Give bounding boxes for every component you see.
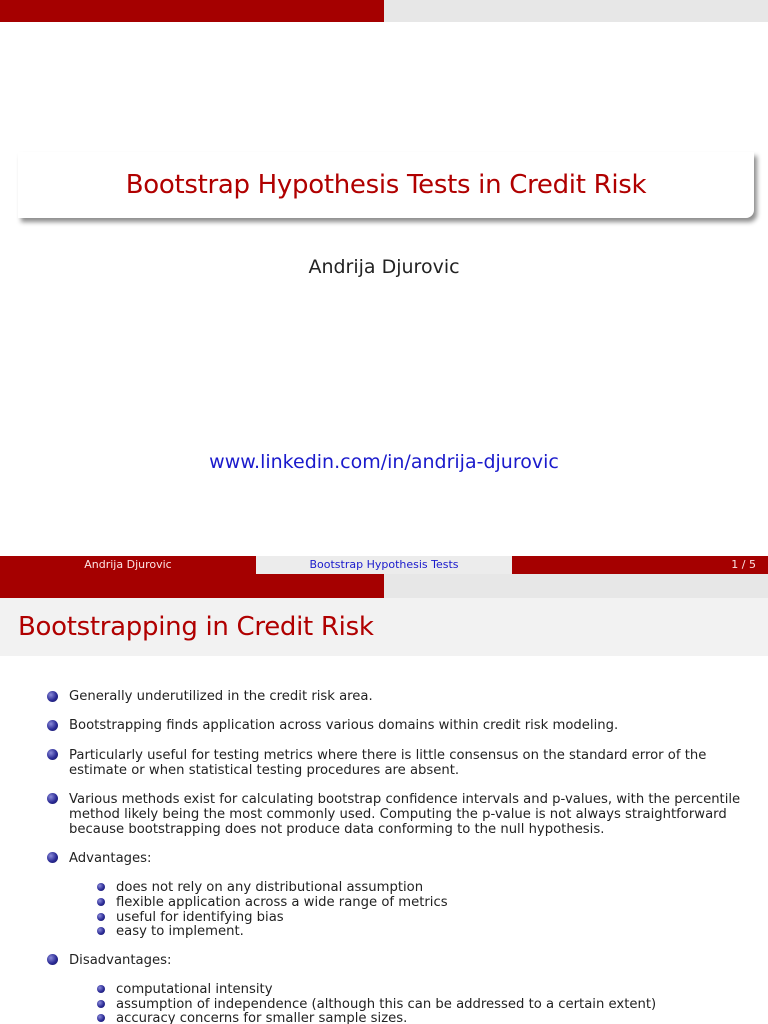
top-bar-gray-segment [384, 0, 768, 22]
sub-bullet-icon [97, 927, 105, 935]
author-name: Andrija Djurovic [308, 256, 460, 278]
sub-list-item: computational intensity [116, 982, 273, 997]
list-item: Generally underutilized in the credit risk area. [69, 689, 373, 704]
slide1-top-bar [0, 0, 768, 22]
list-item: Bootstrapping finds application across various domains within credit risk modeling. [69, 718, 619, 733]
frame-title: Bootstrapping in Credit Risk [18, 612, 374, 642]
list-item: Particularly useful for testing metrics where there is little consensus on the standard error of the estimate or when statistical testing procedures are absent. [69, 748, 707, 778]
linkedin-link[interactable]: www.linkedin.com/in/andrija-djurovic [209, 451, 559, 473]
sub-list-item: useful for identifying bias [116, 910, 284, 925]
footer-author: Andrija Djurovic [0, 556, 256, 574]
title-box [18, 152, 754, 218]
sub-list-item: easy to implement. [116, 924, 244, 939]
sub-bullet-icon [97, 985, 105, 993]
top-bar-red-segment [0, 0, 384, 22]
list-item-advantages: Advantages: [69, 851, 152, 866]
bullet-icon [47, 954, 58, 965]
sub-bullet-icon [97, 913, 105, 921]
sub-bullet-icon [97, 1000, 105, 1008]
footer-short-title[interactable]: Bootstrap Hypothesis Tests [256, 556, 512, 574]
sub-bullet-icon [97, 1014, 105, 1022]
bullet-icon [47, 852, 58, 863]
slide2-top-bar-gray-segment [384, 574, 768, 598]
sub-bullet-icon [97, 883, 105, 891]
bullet-icon [47, 793, 58, 804]
list-item-disadvantages: Disadvantages: [69, 953, 172, 968]
sub-bullet-icon [97, 898, 105, 906]
slide2-top-bar [0, 574, 768, 598]
slide2-top-bar-red-segment [0, 574, 384, 598]
sub-list-item: flexible application across a wide range of metrics [116, 895, 448, 910]
sub-list-item: assumption of independence (although this can be addressed to a certain extent) [116, 997, 657, 1012]
bullet-icon [47, 691, 58, 702]
sub-list-item: accuracy concerns for smaller sample sizes. [116, 1011, 408, 1024]
footer-page-number: 1 / 5 [512, 556, 768, 574]
slide-footer [0, 556, 768, 574]
bullet-icon [47, 749, 58, 760]
presentation-title: Bootstrap Hypothesis Tests in Credit Risk [125, 170, 647, 200]
list-item: Various methods exist for calculating bootstrap confidence intervals and p-values, with the percentile method likely being the most commonly used. Computing the p-value is not always straightforward because bootstrapping does not produce data conforming to the null hypothesis. [69, 792, 741, 837]
bullet-icon [47, 720, 58, 731]
sub-list-item: does not rely on any distributional assumption [116, 880, 424, 895]
